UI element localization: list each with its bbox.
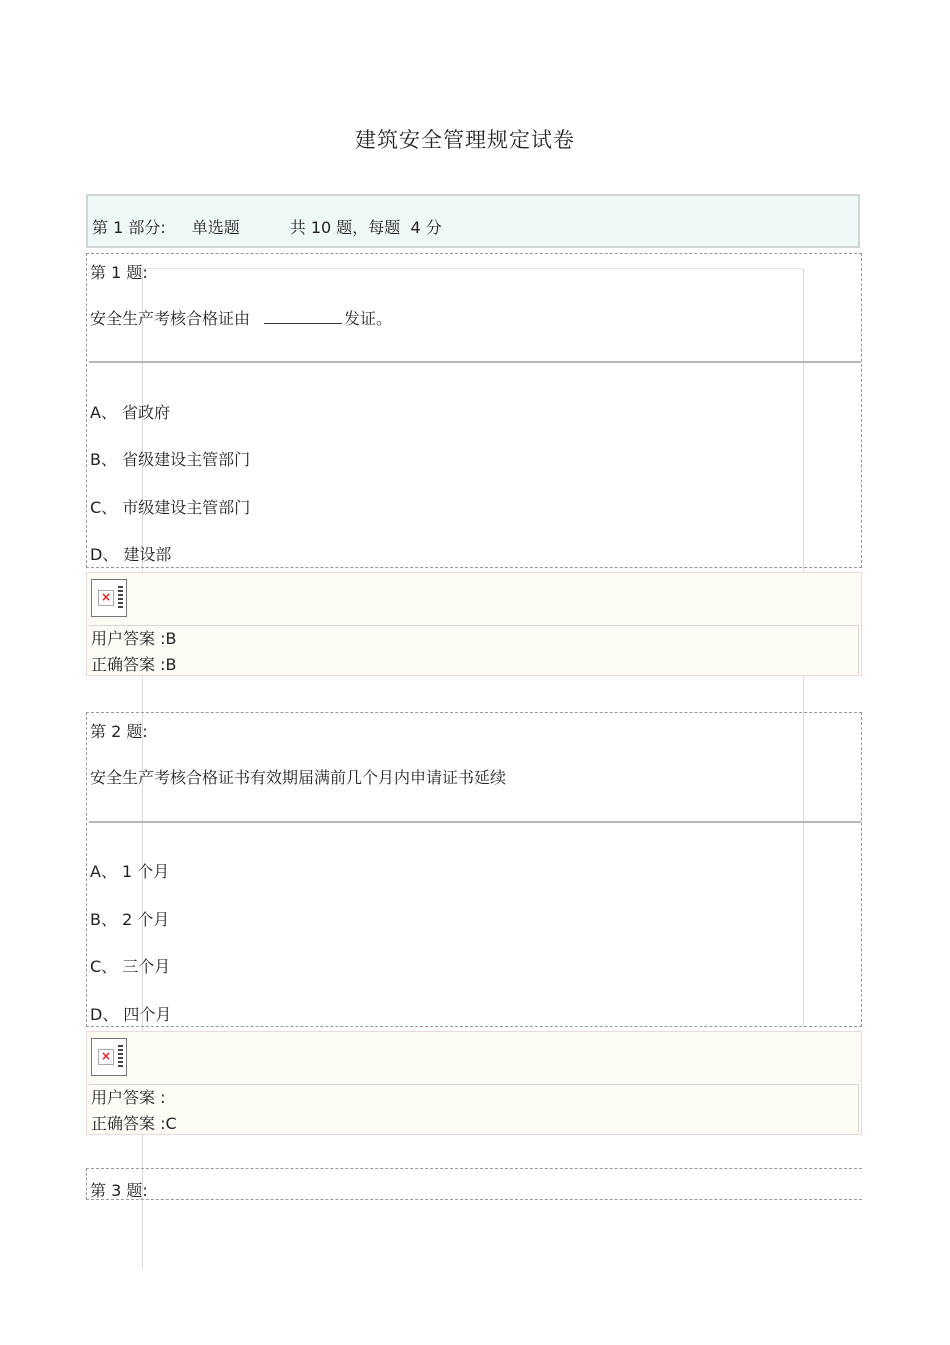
option-d[interactable]: D、 四个月 [90, 1005, 172, 1024]
broken-image-icon [91, 1038, 127, 1076]
question-text: 安全生产考核合格证书有效期届满前几个月内申请证书延续 [90, 768, 507, 787]
question-number: 第 2 题: [90, 722, 148, 741]
option-c[interactable]: C、 市级建设主管部门 [90, 498, 251, 517]
close-icon: × [98, 590, 114, 606]
question-divider [89, 361, 861, 363]
correct-answer: 正确答案 :B [91, 655, 177, 674]
option-d[interactable]: D、 建设部 [90, 545, 172, 564]
question-2 [86, 712, 862, 1027]
question-number: 第 3 题: [90, 1181, 148, 1200]
user-answer: 用户答案 : [91, 1088, 166, 1107]
part-header [86, 194, 860, 248]
question-3 [86, 1168, 862, 1200]
broken-image-icon [91, 579, 127, 617]
user-answer: 用户答案 :B [91, 629, 177, 648]
answer-box-1 [86, 572, 862, 676]
answer-box-2 [86, 1031, 862, 1135]
question-1 [86, 253, 862, 568]
part-name: 单选题 [191, 218, 240, 237]
image-alt-text [118, 586, 123, 610]
close-icon: × [98, 1049, 114, 1065]
option-a[interactable]: A、 1 个月 [90, 862, 170, 881]
answer-panel [89, 625, 859, 674]
image-alt-text [118, 1045, 123, 1069]
option-a[interactable]: A、 省政府 [90, 403, 171, 422]
correct-answer: 正确答案 :C [91, 1114, 177, 1133]
option-c[interactable]: C、 三个月 [90, 957, 171, 976]
question-text-after: 发证。 [344, 309, 393, 328]
part-label: 第 1 部分: [92, 218, 166, 237]
option-b[interactable]: B、 2 个月 [90, 910, 170, 929]
option-b[interactable]: B、 省级建设主管部门 [90, 450, 251, 469]
answer-panel [89, 1084, 859, 1133]
page-title: 建筑安全管理规定试卷 [355, 128, 575, 152]
part-count: 共 10 题，每题 4 分 [289, 218, 442, 237]
question-text-before: 安全生产考核合格证由 [90, 309, 251, 328]
question-text [90, 306, 392, 329]
answer-blank [264, 309, 342, 324]
question-number: 第 1 题: [90, 263, 148, 282]
question-divider [89, 821, 861, 823]
